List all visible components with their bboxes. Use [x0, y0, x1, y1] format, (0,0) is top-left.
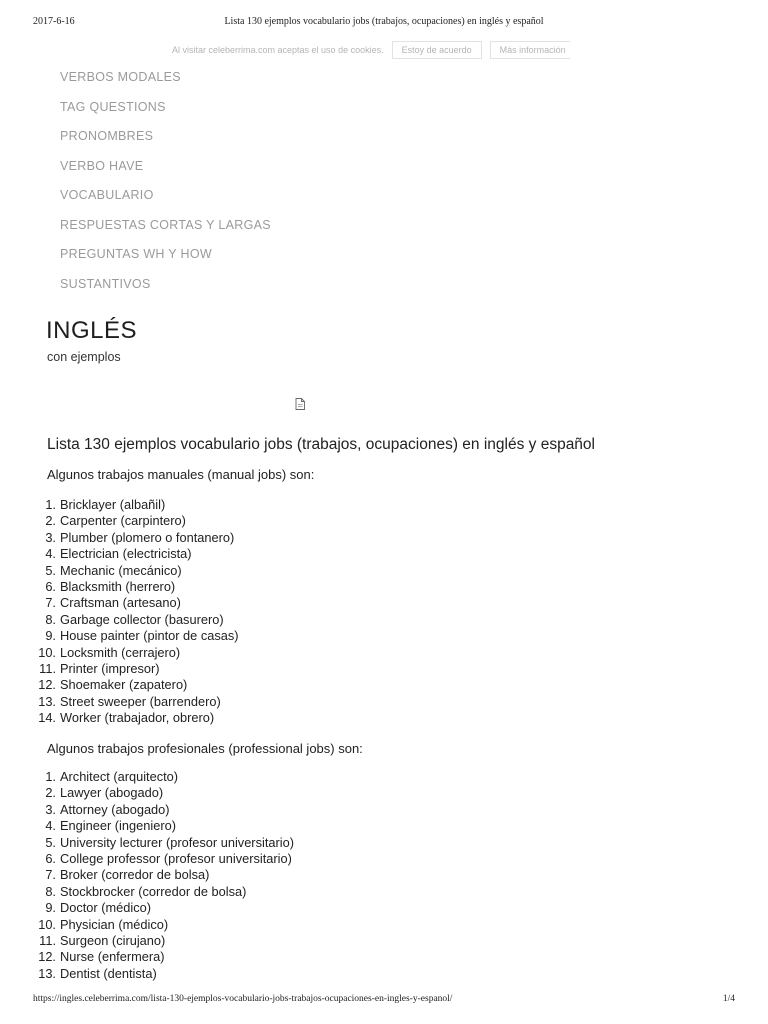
list-item	[38, 677, 239, 693]
list-item	[38, 916, 294, 933]
list-item-text: Engineer (ingeniero)	[60, 818, 176, 834]
list-item-number: 9.	[45, 628, 56, 644]
document-icon	[295, 398, 305, 410]
print-title: Lista 130 ejemplos vocabulario jobs (trabajos, ocupaciones) en inglés y español	[224, 16, 544, 27]
list-item-text: Locksmith (cerrajero)	[60, 644, 181, 660]
nav-item-preguntas[interactable]: PREGUNTAS WH Y HOW	[60, 247, 212, 261]
list-item	[45, 900, 294, 916]
list-item	[45, 578, 239, 595]
list-item-text: College professor (profesor universitario)	[60, 850, 292, 866]
list-item-text: Doctor (médico)	[60, 900, 152, 916]
accept-cookies-button[interactable]: Estoy de acuerdo	[392, 41, 482, 59]
list-item-number: 2.	[45, 785, 56, 801]
list-item-text: Mechanic (mecánico)	[60, 562, 182, 578]
list-item-number: 11.	[39, 660, 56, 676]
page-number: 1/4	[722, 994, 735, 1004]
list-item-number: 4.	[45, 546, 56, 562]
list-item-text: Surgeon (cirujano)	[60, 932, 166, 948]
list-item-number: 7.	[45, 595, 56, 611]
list-item-number: 12.	[38, 949, 56, 965]
list-item-text: Worker (trabajador, obrero)	[60, 710, 215, 726]
list-item-number: 1.	[45, 497, 56, 512]
list-item-text: Shoemaker (zapatero)	[60, 677, 188, 693]
list-item	[45, 497, 239, 513]
list-item-number: 9.	[45, 900, 56, 916]
list-item	[38, 949, 294, 965]
list-item-text: Attorney (abogado)	[60, 801, 170, 817]
list-item	[45, 883, 294, 900]
list-item	[45, 801, 294, 818]
list-item-number: 6.	[45, 850, 56, 866]
print-footer	[0, 994, 768, 1008]
list-item-number: 12.	[38, 677, 56, 693]
list-item-number: 10.	[38, 916, 56, 932]
list-item-number: 6.	[45, 578, 56, 594]
professional-jobs-intro: Algunos trabajos profesionales (professional jobs) son:	[47, 741, 363, 756]
list-item-number: 8.	[45, 611, 56, 627]
list-item	[39, 660, 239, 677]
list-item	[38, 644, 239, 661]
list-item-text: University lecturer (profesor universitario)	[60, 834, 294, 850]
site-subtitle: con ejemplos	[47, 350, 121, 364]
list-item-number: 3.	[45, 529, 56, 545]
main-nav	[60, 68, 271, 304]
list-item	[39, 932, 294, 949]
manual-jobs-list	[38, 497, 239, 726]
more-info-button[interactable]: Más información	[490, 41, 570, 59]
list-item-number: 3.	[45, 801, 56, 817]
list-item-number: 5.	[45, 834, 56, 850]
manual-jobs-intro: Algunos trabajos manuales (manual jobs) son:	[47, 467, 315, 482]
list-item	[45, 818, 294, 834]
list-item	[45, 785, 294, 801]
nav-item-verbo-have[interactable]: VERBO HAVE	[60, 158, 144, 173]
list-item	[45, 529, 239, 546]
list-item-text: Dentist (dentista)	[60, 965, 157, 981]
list-item-text: Printer (impresor)	[60, 660, 160, 676]
list-item-text: Broker (corredor de bolsa)	[60, 867, 210, 883]
list-item-number: 4.	[45, 818, 56, 834]
print-url: https://ingles.celeberrima.com/lista-130-ejemplos-vocabulario-jobs-trabajos-ocupaciones-en-ingles-y-espanol/	[33, 994, 453, 1004]
list-item	[45, 850, 294, 867]
list-item	[45, 611, 239, 628]
list-item-text: Plumber (plomero o fontanero)	[60, 529, 235, 545]
nav-item-sustantivos[interactable]: SUSTANTIVOS	[60, 276, 151, 291]
article-title: Lista 130 ejemplos vocabulario jobs (trabajos, ocupaciones) en inglés y español	[47, 436, 595, 453]
cookie-notice-text: Al visitar celeberrima.com aceptas el uso de cookies.	[172, 45, 384, 55]
list-item-text: Craftsman (artesano)	[60, 595, 181, 611]
list-item-text: Stockbrocker (corredor de bolsa)	[60, 883, 247, 899]
list-item	[45, 595, 239, 611]
list-item	[38, 693, 239, 710]
list-item	[38, 710, 239, 726]
list-item-number: 13.	[38, 965, 56, 981]
list-item	[45, 834, 294, 851]
nav-item-tag-questions[interactable]: TAG QUESTIONS	[60, 99, 166, 114]
nav-item-respuestas[interactable]: RESPUESTAS CORTAS Y LARGAS	[60, 217, 271, 232]
list-item-number: 5.	[45, 562, 56, 578]
print-date: 2017-6-16	[33, 16, 75, 27]
list-item-text: Architect (arquitecto)	[60, 769, 179, 784]
list-item	[45, 562, 239, 579]
list-item-text: Blacksmith (herrero)	[60, 578, 176, 594]
list-item-number: 2.	[45, 513, 56, 529]
list-item	[45, 546, 239, 562]
nav-item-vocabulario[interactable]: VOCABULARIO	[60, 188, 154, 202]
list-item-text: Garbage collector (basurero)	[60, 611, 224, 627]
list-item-text: Nurse (enfermera)	[60, 949, 165, 965]
list-item-text: Electrician (electricista)	[60, 546, 192, 562]
list-item-number: 10.	[38, 644, 56, 660]
list-item-text: Bricklayer (albañil)	[60, 497, 166, 512]
list-item-text: Street sweeper (barrendero)	[60, 693, 221, 709]
list-item	[45, 513, 239, 529]
site-title[interactable]: INGLÉS	[46, 317, 138, 344]
list-item-number: 8.	[45, 883, 56, 899]
nav-item-pronombres[interactable]: PRONOMBRES	[60, 129, 154, 143]
cookie-bar	[172, 40, 570, 60]
list-item	[45, 628, 239, 644]
list-item-text: House painter (pintor de casas)	[60, 628, 239, 644]
list-item-text: Physician (médico)	[60, 916, 169, 932]
list-item-number: 1.	[45, 769, 56, 784]
professional-jobs-list	[38, 769, 294, 982]
nav-item-verbos-modales[interactable]: VERBOS MODALES	[60, 70, 181, 84]
list-item-number: 7.	[45, 867, 56, 883]
list-item-text: Lawyer (abogado)	[60, 785, 164, 801]
list-item	[45, 867, 294, 883]
list-item-text: Carpenter (carpintero)	[60, 513, 186, 529]
list-item-number: 13.	[38, 693, 56, 709]
list-item	[45, 769, 294, 785]
list-item-number: 11.	[39, 932, 56, 948]
print-header	[0, 16, 768, 30]
list-item-number: 14.	[38, 710, 56, 726]
list-item	[38, 965, 294, 982]
